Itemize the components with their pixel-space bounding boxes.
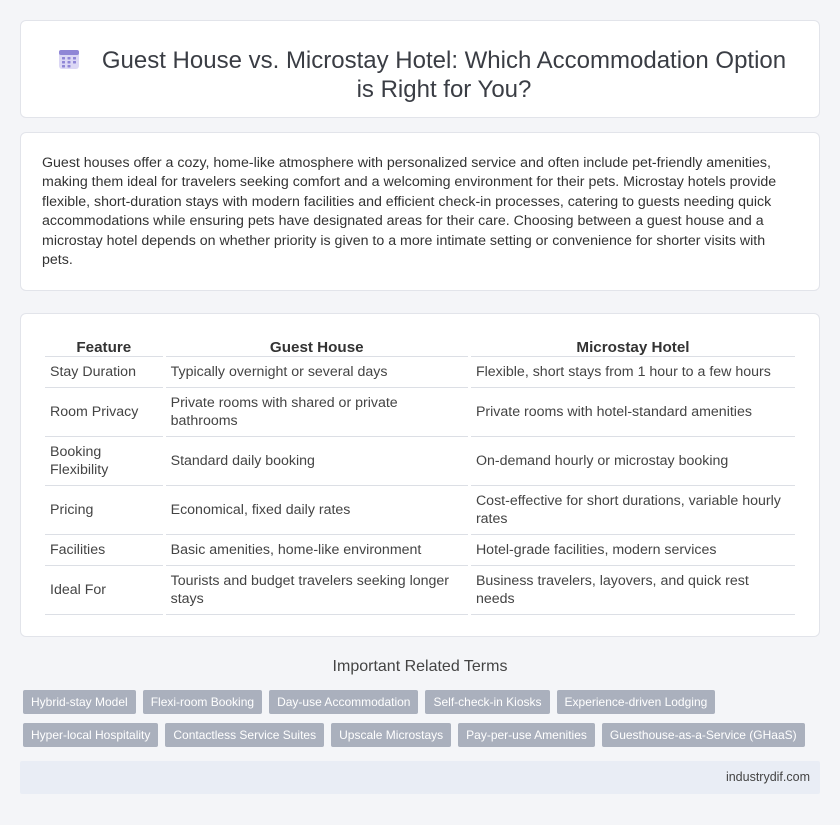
cell-guest-house: Tourists and budget travelers seeking longer stays [166, 566, 468, 615]
table-row [45, 357, 795, 388]
tag-guesthouse-as-a-service[interactable]: Guesthouse-as-a-Service (GHaaS) [602, 723, 805, 747]
table-row [45, 566, 795, 615]
intro-paragraph: Guest houses offer a cozy, home-like atmosphere with personalized service and often include pet-friendly amenities, making them ideal for travelers seeking comfort and a welcoming environment for their pets. Microstay hotels provide flexible, short-duration stays with modern facilities and efficient check-in processes, catering to guests needing quick accommodations while ensuring pets have designated areas for their care. Choosing between a guest house and a microstay hotel depends on whether priority is given to a more intimate setting or convenience for shorter visits with pets. [42, 155, 777, 269]
title-card [20, 20, 820, 118]
footer [20, 761, 820, 794]
cell-feature: Pricing [45, 486, 163, 535]
footer-site[interactable]: industrydif.com [725, 770, 810, 784]
cell-microstay-hotel: On-demand hourly or microstay booking [471, 437, 795, 486]
tag-hyper-local-hospitality[interactable]: Hyper-local Hospitality [23, 723, 158, 747]
cell-guest-house: Standard daily booking [166, 437, 468, 486]
tag-row [23, 723, 823, 747]
table-row [45, 437, 795, 486]
tag-contactless-service-suites[interactable]: Contactless Service Suites [165, 723, 324, 747]
cell-feature: Booking Flexibility [45, 437, 163, 486]
cell-feature: Stay Duration [45, 357, 163, 388]
cell-guest-house: Basic amenities, home-like environment [166, 535, 468, 566]
tag-pay-per-use-amenities[interactable]: Pay-per-use Amenities [458, 723, 595, 747]
cell-microstay-hotel: Business travelers, layovers, and quick rest needs [471, 566, 795, 615]
tag-flexi-room-booking[interactable]: Flexi-room Booking [143, 690, 262, 714]
tag-row [23, 690, 823, 714]
tag-self-check-in-kiosks[interactable]: Self-check-in Kiosks [425, 690, 549, 714]
tag-day-use-accommodation[interactable]: Day-use Accommodation [269, 690, 418, 714]
cell-feature: Ideal For [45, 566, 163, 615]
header-microstay-hotel: Microstay Hotel [471, 335, 795, 357]
page-title: Guest House vs. Microstay Hotel: Which Accommodation Option is Right for You? [101, 47, 787, 103]
cell-guest-house: Typically overnight or several days [166, 357, 468, 388]
cell-guest-house: Private rooms with shared or private bathrooms [166, 388, 468, 437]
tag-experience-driven-lodging[interactable]: Experience-driven Lodging [557, 690, 716, 714]
header-feature: Feature [45, 335, 163, 357]
related-terms-title: Important Related Terms [332, 658, 508, 675]
tag-upscale-microstays[interactable]: Upscale Microstays [331, 723, 451, 747]
comparison-table [42, 335, 798, 615]
cell-feature: Facilities [45, 535, 163, 566]
header-guest-house: Guest House [166, 335, 468, 357]
table-row [45, 535, 795, 566]
intro-card [20, 132, 820, 291]
cell-microstay-hotel: Private rooms with hotel-standard amenities [471, 388, 795, 437]
comparison-card [20, 313, 820, 637]
table-row [45, 388, 795, 437]
cell-guest-house: Economical, fixed daily rates [166, 486, 468, 535]
cell-microstay-hotel: Flexible, short stays from 1 hour to a few hours [471, 357, 795, 388]
cell-microstay-hotel: Cost-effective for short durations, variable hourly rates [471, 486, 795, 535]
related-terms-tags [23, 690, 823, 756]
table-header-row [45, 335, 795, 357]
tag-hybrid-stay-model[interactable]: Hybrid-stay Model [23, 690, 136, 714]
cell-feature: Room Privacy [45, 388, 163, 437]
cell-microstay-hotel: Hotel-grade facilities, modern services [471, 535, 795, 566]
table-row [45, 486, 795, 535]
